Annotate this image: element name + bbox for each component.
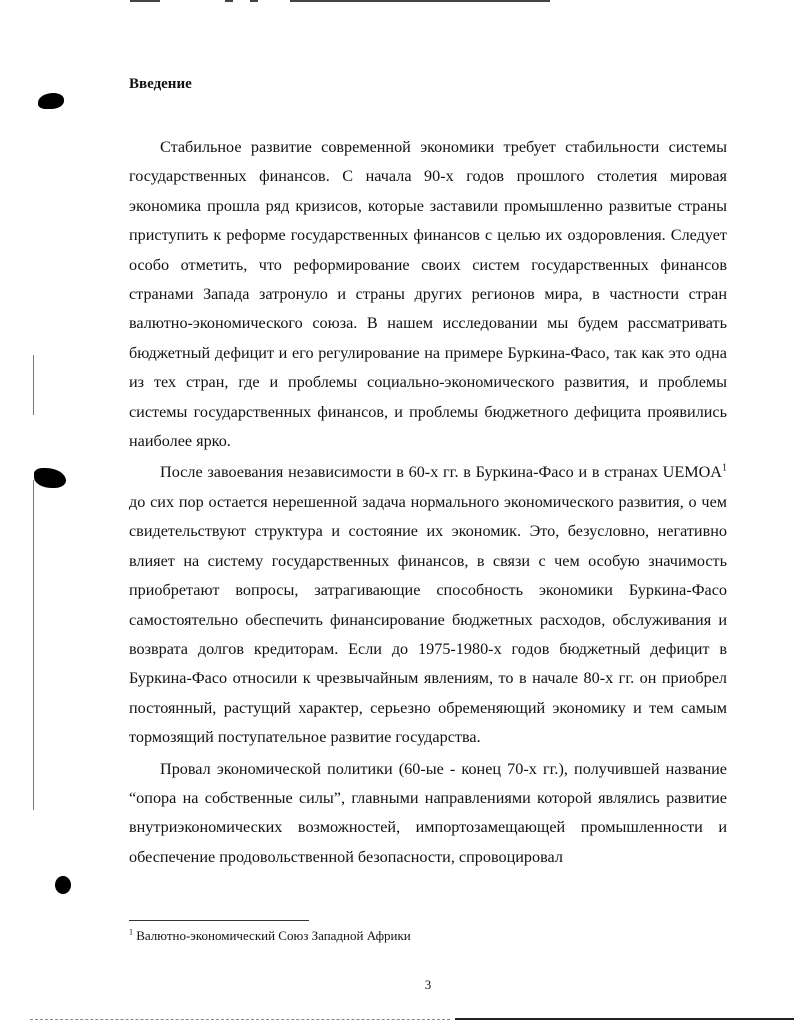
footnote-text: Валютно-экономический Союз Западной Африки [133, 928, 411, 943]
paragraph [129, 458, 727, 752]
footnote-marker: 1 [129, 927, 133, 937]
page-number: 3 [424, 977, 432, 992]
scan-margin-line [33, 355, 34, 415]
footnote-separator [129, 920, 309, 921]
scan-blot [34, 468, 66, 488]
scan-artifact-bottom [0, 1015, 794, 1025]
paragraph: Стабильное развитие современной экономики требует стабильности системы государственных финансов. С начала 90-х годов прошлого столетия мировая экономика прошла ряд кризисов, которые заставили промышленно развитые страны приступить к реформе государственных финансов с целью их оздоровления. Следует особо отметить, что реформирование своих систем государственных финансов странами Запада затронуло и страны других регионов мира, в частности стран валютно-экономического союза. В нашем исследовании мы будем рассматривать бюджетный дефицит и его регулирование на примере Буркина-Фасо, так как это одна из тех стран, где и проблемы социально-экономического развития, и проблемы системы государственных финансов, и проблемы бюджетного дефицита проявились наиболее ярко. [129, 138, 727, 451]
paragraph-text: до сих пор остается нерешенной задача нормального экономического развития, о чем свидетельствуют структура и состояние их экономик. Это, безусловно, негативно влияет на систему государственных финансов, в связи с чем особую значимость приобретают вопросы, затрагивающие способность экономики Буркина-Фасо самостоятельно обеспечить финансирование бюджетных расходов, обслуживания и возврата долгов кредиторам. Если до 1975-1980-х годов бюджетный дефицит в Буркина-Фасо относили к чрезвычайным явлениям, то в начале 80-х гг. он приобрел постоянный, растущий характер, серьезно обременяющий экономику и тем самым тормозящий поступательное развитие государства. [129, 492, 727, 747]
footnote-reference: 1 [722, 463, 727, 475]
scan-blot [55, 876, 71, 894]
paragraph: Провал экономической политики (60-ые - конец 70-х гг.), получившей название “опора на собственные силы”, главными направлениями которой являлись развитие внутриэкономических возможностей, импортозамещающей промышленности и обеспечение продовольственной безопасности, спровоцировал [129, 759, 727, 866]
scan-blot [38, 93, 64, 109]
paragraph-text: После завоевания независимости в 60-х гг. в Буркина-Фасо и в странах UEMOA [160, 463, 722, 482]
scan-artifact-top [130, 0, 550, 3]
footnote [129, 928, 411, 944]
body-text [129, 133, 727, 872]
section-heading: Введение [129, 76, 192, 92]
scan-margin-line [33, 480, 34, 810]
